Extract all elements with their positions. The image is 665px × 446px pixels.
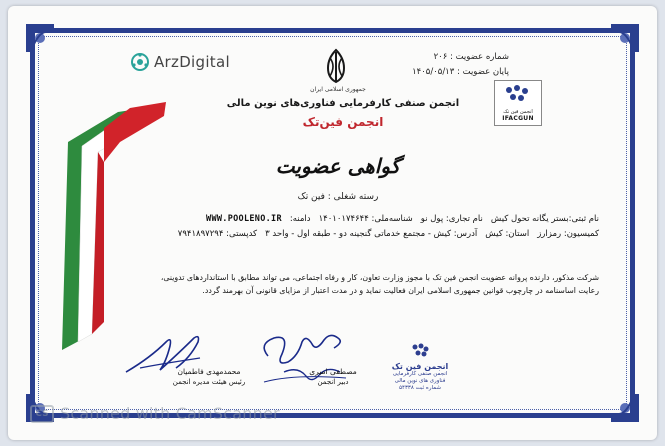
signatory-role: دبیر انجمن: [317, 378, 349, 386]
job-category: رسته شغلی : فین تک: [297, 192, 379, 202]
domain-value: WWW.POOLENO.IR: [206, 214, 282, 224]
body-line: شرکت مذکور، دارنده پروانه عضویت انجمن فین تک با مجوز وزارت تعاون، کار و رفاه اجتماعی، می تواند مطابق با استانداردهای تدوینی،: [160, 273, 599, 282]
commission: کمیسیون: رمزارز: [537, 229, 599, 239]
badge-name: انجمن فین تک: [503, 109, 533, 115]
signature-secretary: [298, 366, 368, 388]
stamp-line: فناوری های نوین مالی: [394, 378, 446, 384]
camscanner-text: Scanned with CamScanner: [60, 404, 280, 423]
signature-chairman: [154, 366, 264, 388]
camscanner-icon: CS: [30, 405, 54, 423]
signatory-name: مصطفی امیری: [309, 367, 357, 376]
details-line-2: [39, 227, 599, 242]
membership-number-value: ۲۰۶: [433, 52, 448, 62]
domain-label: دامنه:: [289, 214, 311, 224]
corner-ornament: [603, 386, 641, 424]
arzdigital-logo-icon: [130, 52, 150, 72]
arzdigital-watermark: [130, 52, 230, 72]
fintech-association-badge: [494, 80, 542, 126]
signatory-role: رئیس هیئت مدیره انجمن: [172, 378, 246, 386]
stamp-line: انجمن صنفی کارفرمایی: [392, 371, 448, 377]
membership-expiry-row: [412, 65, 509, 80]
company-details: [39, 212, 599, 242]
stamp-logo-icon: [410, 342, 430, 358]
membership-expiry-value: ۱۴۰۵/۰۵/۱۳: [412, 67, 455, 77]
iran-emblem-icon: [314, 46, 358, 86]
registered-name: نام ثبتی:بستر یگانه تحول کیش: [490, 214, 599, 224]
province: استان: کیش: [485, 229, 530, 239]
trade-name: نام تجاری: پول نو: [420, 214, 483, 224]
stamp-name: انجمن فین تک: [391, 362, 449, 371]
arzdigital-label: ArzDigital: [154, 53, 230, 71]
association-stamp: [382, 342, 458, 406]
certificate-body: [39, 271, 599, 297]
corner-ornament: [24, 22, 62, 60]
membership-expiry-label: پایان عضویت :: [457, 67, 509, 77]
organization-title: انجمن صنفی کارفرمایی فناوری‌های نوین مالی: [226, 98, 460, 109]
postal-code: کدپستی: ۷۹۴۱۸۹۷۲۹۴: [177, 229, 258, 239]
signatory-name: محمدمهدی فاطمیان: [177, 367, 241, 376]
details-line-1: [39, 212, 599, 227]
camscanner-watermark: [30, 404, 280, 423]
organization-subtitle: انجمن فین‌تک: [302, 115, 384, 129]
fintech-logo-icon: [503, 84, 533, 104]
certificate-title: گواهی عضویت: [275, 154, 401, 178]
national-id: شناسه‌ملی: ۱۴۰۱۰۱۷۴۶۴۴: [318, 214, 413, 224]
membership-number-row: [412, 50, 509, 65]
membership-number-label: شماره عضویت :: [450, 52, 509, 62]
emblem-caption: جمهوری اسلامی ایران: [310, 86, 366, 93]
membership-meta: [412, 50, 509, 80]
corner-ornament: [603, 22, 641, 60]
badge-code: IFACGUN: [502, 115, 534, 122]
address: آدرس: کیش - مجتمع خدماتی گنجینه دو - طبقه اول - واحد ۳: [265, 229, 478, 239]
stamp-line: شماره ثبت ۵۴۳۳۸: [399, 385, 441, 391]
certificate-page: [8, 6, 657, 440]
body-line: رعایت اساسنامه در چارچوب قوانین جمهوری اسلامی ایران فعالیت نماید و در مدت اعتبار از مزایای قانونی آن بهرمند گردد.: [202, 286, 599, 295]
